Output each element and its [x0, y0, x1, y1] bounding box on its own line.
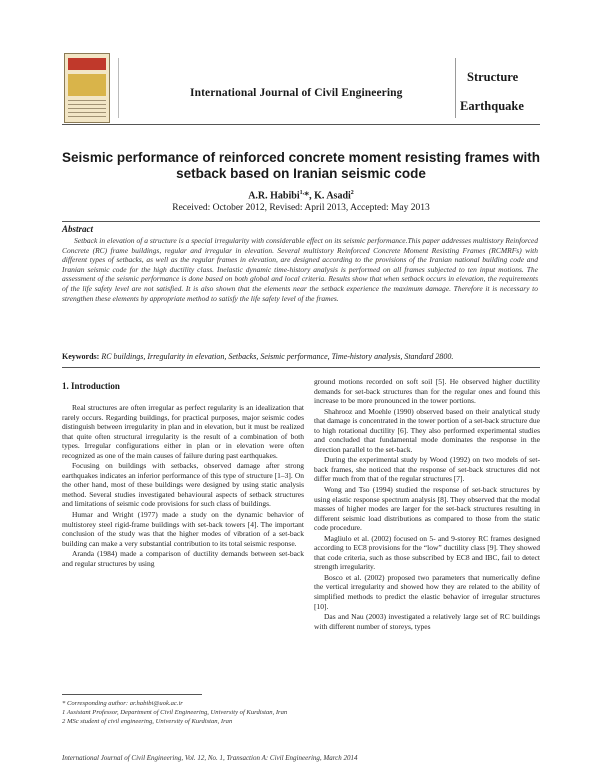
- footnote-rule: [62, 694, 202, 695]
- abstract-heading: Abstract: [62, 224, 94, 234]
- page-footer: International Journal of Civil Engineering, Vol. 12, No. 1, Transaction A: Civil Engineering, March 2014: [62, 754, 358, 762]
- subject-tag-structure: Structure: [467, 70, 519, 84]
- journal-cover-image: [64, 53, 110, 123]
- paragraph: ground motions recorded on soft soil [5]. He observed higher ductility demands for set-back structures than for the regular ones and found this increase to be more pronounced in the tower portions.: [314, 377, 540, 406]
- paper-title: Seismic performance of reinforced concrete moment resisting frames with setback based on Iranian seismic code: [62, 150, 540, 181]
- paragraph: Aranda (1984) made a comparison of ductility demands between set-back and regular structures by using: [62, 549, 304, 568]
- footnote: 1 Assistant Professor, Department of Civil Engineering, University of Kurdistan, Iran: [62, 709, 288, 717]
- header-rule: [62, 124, 540, 125]
- paragraph: Bosco et al. (2002) proposed two parameters that numerically define the vertical irregularity and showed how they are related to the ability of simplified methods to predict the elastic behavior of irregular structures [10].: [314, 572, 540, 611]
- paragraph: Humar and Wright (1977) made a study on the dynamic behavior of multistorey steel rigid-frame buildings with set-back towers [4]. The important conclusion of the study was that the higher modes of vibration of a set-back building can make a very substantial contribution to its total seismic response.: [62, 510, 304, 548]
- footnote: 2 MSc student of civil engineering, University of Kurdistan, Iran: [62, 718, 233, 726]
- abstract-rule-bottom: [62, 367, 540, 368]
- abstract-rule-top: [62, 221, 540, 222]
- abstract-text: Setback in elevation of a structure is a special irregularity with considerable effect on its seismic performance.This paper addresses multistory Reinforced Concrete (RC) frame buildings, regular and irregular in elevation. Several multistory Reinforced Concrete Moment Resisting Frames (RCMRFs) with different types of setbacks, as well as the regular frames in elevation, are designed according to the provisions of the Iranian national building code and Iranian seismic code for the high ductility class. Inelastic dynamic time-history analysis is performed on all frames subjected to ten input motions. The assessment of the seismic performance is done based on both global and local criteria. Results show that when setback occurs in elevation, the requirements of the life safety level are not satisfied. It is also shown that the elements near the setback experience the maximum damage. Therefore it is necessary to strengthen these elements by appropriate method to satisfy the life safety level of the frames.: [62, 236, 538, 303]
- subject-tag-earthquake: Earthquake: [460, 99, 524, 113]
- paragraph: During the experimental study by Wood (1992) on two models of set-back frames, she noticed that the response of set-back structures did not differ much from that of the regular structures [7].: [314, 455, 540, 484]
- paragraph: Shahrooz and Moehle (1990) observed based on their analytical study that damage is concentrated in the tower portion of a set-back structure due to high rotational ductility [6]. They also performed experimental studies and concluded that fundamental mode dominates the response in the direction parallel to the set-back.: [314, 406, 540, 454]
- paragraph: Real structures are often irregular as perfect regularity is an idealization that rarely occurs. Regarding buildings, for practical purposes, major seismic codes distinguish between irregularity in plan and in elevation, but it must be realized that quite often structural irregularity is the result of a combination of both types. Irregular configurations either in plan or in elevation were often recognized as one of the main causes of failure during past earthquakes.: [62, 403, 304, 460]
- authors: A.R. Habibi$^{1,}$*, K. Asadi$^2$: [248, 190, 354, 202]
- section-heading-introduction: 1. Introduction: [62, 381, 120, 391]
- paragraph: Wong and Tso (1994) studied the response of set-back structures by using elastic response spectrum analysis [8]. They observed that the modal masses of higher modes are larger for the set-back structures resulting in different seismic load distributions as compared to those from the static code procedure.: [314, 485, 540, 533]
- journal-title: International Journal of Civil Engineering: [190, 87, 403, 99]
- footnote: * Corresponding author: ar.habibi@uok.ac.ir: [62, 700, 183, 707]
- header-divider-left: [118, 58, 119, 118]
- paragraph: Magliulo et al. (2002) focused on 5- and 9-storey RC frames designed according to EC8 provisions for the “low” ductility class [9]. They showed that code criteria, such as those subscribed by EC8 and IBC, fail to detect strength irregularity.: [314, 533, 540, 572]
- keywords: Keywords: RC buildings, Irregularity in elevation, Setbacks, Seismic performance, Time-history analysis, Standard 2800.: [62, 352, 454, 361]
- paragraph: Das and Nau (2003) investigated a relatively large set of RC buildings with different number of storeys, types: [314, 612, 540, 631]
- footnotes: [62, 699, 304, 727]
- paragraph: Focusing on buildings with setbacks, observed damage after strong earthquakes indicates an inferior performance of this type of structure [1–3]. On the other hand, most of these buildings were designed by using static analysis method. Several studies investigated behavioural aspects of setback structures and limitations of seismic code provisions for such class of buildings.: [62, 461, 304, 509]
- received-dates: Received: October 2012, Revised: April 2013, Accepted: May 2013: [172, 203, 430, 213]
- body-column-left: [62, 403, 304, 569]
- body-column-right: [314, 377, 540, 632]
- header-divider-right: [455, 58, 456, 118]
